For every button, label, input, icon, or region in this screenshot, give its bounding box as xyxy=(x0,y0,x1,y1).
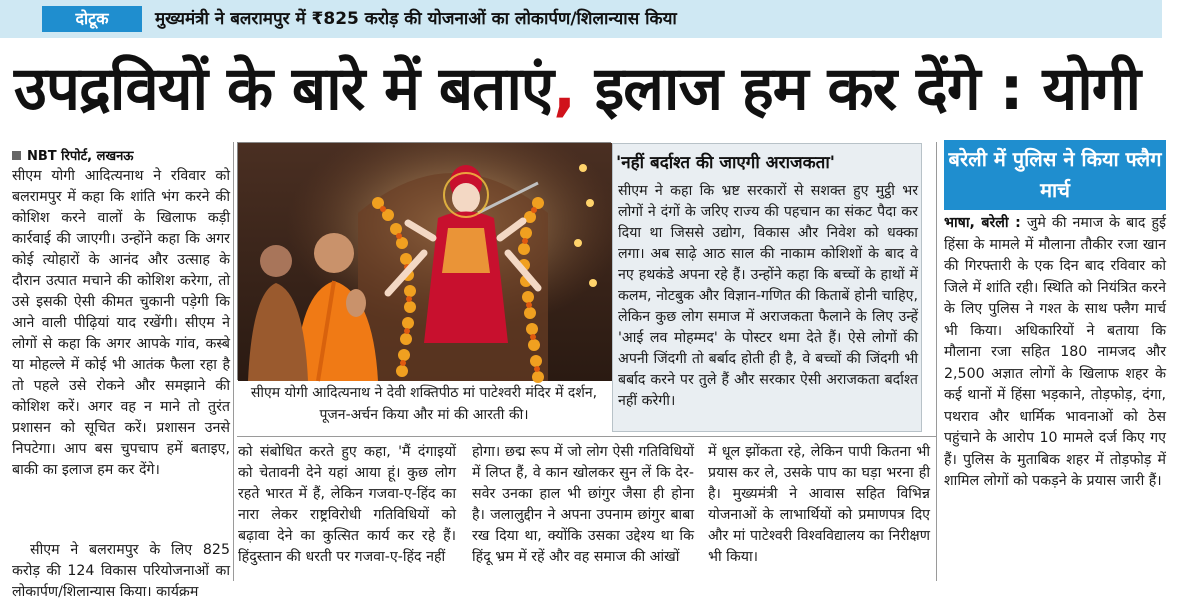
sidebar-source: भाषा, बरेली : xyxy=(944,215,1021,231)
headline-comma: , xyxy=(553,54,575,124)
strip-headline: मुख्यमंत्री ने बलरामपुर में ₹825 करोड़ की योजनाओं का लोकार्पण/शिलान्यास किया xyxy=(155,9,677,29)
temple-photo-illustration xyxy=(238,143,612,381)
byline xyxy=(12,146,134,164)
main-headline xyxy=(14,46,1174,132)
headline-part-2: इलाज हम कर देंगे : योगी xyxy=(574,54,1141,124)
section-tag: दोटूक xyxy=(42,6,142,32)
article-photo xyxy=(237,142,611,380)
inset-box-text: सीएम ने कहा कि भ्रष्ट सरकारों से सशक्त हुए मुट्ठी भर लोगों ने दंगों के जरिए राज्य की पहचान का संकट पैदा कर दिया था जिससे उद्योग, विकास और निवेश को धक्का लगा। अब साढ़े आठ साल की नाकाम कोशिशों के बाद वे नए हथकंडे अपना रहे हैं। उन्होंने कहा कि बच्चों के हाथों में कलम, नोटबुक और विज्ञान-गणित की किताबें होनी चाहिए, लेकिन कुछ लोग समाज में अराजकता फैलाने के लिए उन्हें 'आई लव मोहम्मद' के पोस्टर थमा देते हैं। ऐसे लोगों की अपनी जिंदगी तो बर्बाद होती ही है, वे बच्चों की जिंदगी भी बर्बाद करने पर तुले हैं और सरकार ऐसी अराजकता बर्दाश्त नहीं करेगी। xyxy=(618,183,918,409)
article-column-2: को संबोधित करते हुए कहा, 'मैं दंगाइयों को चेतावनी देने यहां आया हूं। कुछ लोग रहते भारत में हैं, लेकिन गजवा-ए-हिंद का नारा लेकर राष्ट्रविरोधी गतिविधियों को बढ़ावा देने का कुत्सित कार्य कर रहे हैं। हिंदुस्तान की धरती पर गजवा-ए-हिंद नहीं xyxy=(238,444,456,565)
headline-part-1: उपद्रवियों के बारे में बताएं xyxy=(14,54,554,124)
article-column-4: में धूल झोंकता रहे, लेकिन पापी कितना भी प्रयास कर ले, उसके पाप का घड़ा भरना ही है। मुख्यमंत्री ने आवास सहित विभिन्न योजनाओं के लाभार्थियों को प्रमाणपत्र दिए और मां पाटेश्वरी विश्वविद्यालय का निरीक्षण भी किया। xyxy=(708,444,930,565)
article-column-1: सीएम योगी आदित्यनाथ ने रविवार को बलरामपुर में कहा कि शांति भंग करने की कोशिश करने वालों के खिलाफ कड़ी कार्रवाई की जाएगी। उन्होंने कहा कि अगर कोई त्योहारों के आनंद और उत्साह के दौरान उत्पात मचाने की कोशिश करेगा, तो उसे इसकी ऐसी कीमत चुकानी पड़ेगी कि आने वाली पीढ़ियां याद रखेंगी। सीएम ने लोगों से कहा कि अगर आपके गांव, कस्बे या मोहल्ले में कोई भी आतंक फैला रहा है तो पहले उसे रोकने और समझाने की कोशिश करें। अगर वह न माने तो तुरंत प्रशासन को सूचित करें। प्रशासन उनसे निपटेगा। आप बस चुपचाप हमें बताइए, बाकी का इलाज हम कर देंगे। xyxy=(12,168,230,478)
sidebar-text xyxy=(944,213,1166,579)
photo-caption: सीएम योगी आदित्यनाथ ने देवी शक्तिपीठ मां पाटेश्वरी मंदिर में दर्शन, पूजन-अर्चन किया और मां की आरती की। xyxy=(250,385,598,423)
divider-horizontal xyxy=(237,436,937,437)
sidebar-body: जुमे की नमाज के बाद हुई हिंसा के मामले में मौलाना तौकीर रजा खान की गिरफ्तारी के एक दिन बाद रविवार को जिले में शांति रही। स्थिति को नियंत्रित करने के लिए पुलिस ने गश्त के साथ फ्लैग मार्च भी किया। अधिकारियों ने बताया कि मौलाना रजा सहित 180 नामजद और 2,500 अज्ञात लोगों के खिलाफ शहर के कई थानों में हिंसा भड़काने, तोड़फोड़, दंगा, पथराव और धार्मिक भावनाओं को ठेस पहुंचाने के आरोप 10 मामले दर्ज किए गए हैं। पुलिस के मुताबिक शहर में तोड़फोड़ में शामिल लोगों को पकड़ने के प्रयास जारी हैं। xyxy=(944,215,1167,489)
divider-vertical-2 xyxy=(936,142,937,581)
article-column-1b: सीएम ने बलरामपुर के लिए 825 करोड़ की 124 विकास परियोजनाओं का लोकार्पण/शिलान्यास किया। कार्यक्रम xyxy=(12,542,230,600)
top-strip xyxy=(0,0,1162,38)
divider-vertical-1 xyxy=(233,142,234,581)
byline-text: NBT रिपोर्ट, लखनऊ xyxy=(27,149,134,164)
inset-box-title: 'नहीं बर्दाश्त की जाएगी अराजकता' xyxy=(616,153,835,173)
sidebar-headline: बरेली में पुलिस ने किया फ्लैग मार्च xyxy=(944,140,1166,210)
byline-square-icon xyxy=(12,151,21,160)
article-column-3: होगा। छद्म रूप में जो लोग ऐसी गतिविधियों में लिप्त हैं, वे कान खोलकर सुन लें कि देर-सवेर उनका हाल भी छांगुर जैसा ही होना है। जलालुद्दीन ने अपना उपनाम छांगुर बाबा रख दिया था, क्योंकि उसका उद्देश्य था कि हिंदू भ्रम में रहें और वह समाज की आंखों xyxy=(472,444,694,565)
